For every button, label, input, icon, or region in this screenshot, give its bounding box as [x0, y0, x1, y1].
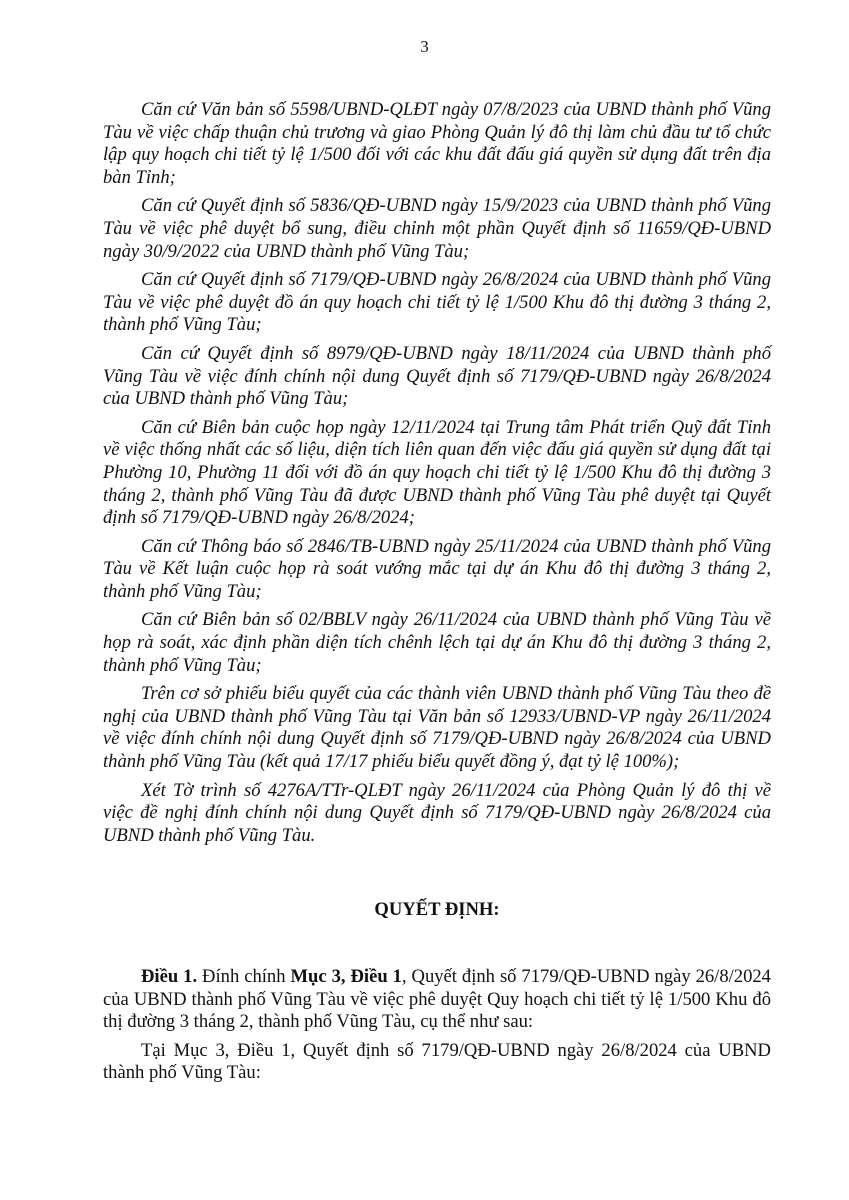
preamble-paragraph: Căn cứ Biên bản cuộc họp ngày 12/11/2024 tại Trung tâm Phát triển Quỹ đất Tỉnh về việc thống nhất các số liệu, diện tích liên quan đến việc đấu giá quyền sử dụng đất tại Phường 10, Phường 11 đối với đồ án quy hoạch chi tiết tỷ lệ 1/500 Khu đô thị đường 3 tháng 2, thành phố Vũng Tàu đã được UBND thành phố Vũng Tàu phê duyệt tại Quyết định số 7179/QĐ-UBND ngày 26/8/2024;	[103, 416, 771, 529]
page-number: 3	[420, 37, 429, 56]
decision-heading: QUYẾT ĐỊNH:	[374, 899, 500, 921]
preamble-paragraph: Căn cứ Biên bản số 02/BBLV ngày 26/11/2024 của UBND thành phố Vũng Tàu về họp rà soát, xác định phần diện tích chênh lệch tại dự án Khu đô thị đường 3 tháng 2, thành phố Vũng Tàu;	[103, 609, 771, 676]
preamble-paragraph: Căn cứ Quyết định số 8979/QĐ-UBND ngày 18/11/2024 của UBND thành phố Vũng Tàu về việc đính chính nội dung Quyết định số 7179/QĐ-UBND ngày 26/8/2024 của UBND thành phố Vũng Tàu;	[103, 342, 771, 410]
preamble-paragraph: Căn cứ Thông báo số 2846/TB-UBND ngày 25/11/2024 của UBND thành phố Vũng Tàu về Kết luận cuộc họp rà soát vướng mắc tại dự án Khu đô thị đường 3 tháng 2, thành phố Vũng Tàu;	[103, 535, 771, 602]
document-body	[103, 99, 771, 1091]
article-1-paragraph	[103, 966, 771, 1034]
preamble-paragraph: Căn cứ Quyết định số 7179/QĐ-UBND ngày 26/8/2024 của UBND thành phố Vũng Tàu về việc phê duyệt đồ án quy hoạch chi tiết tỷ lệ 1/500 Khu đô thị đường 3 tháng 2, thành phố Vũng Tàu;	[103, 269, 771, 336]
preamble-paragraph: Căn cứ Văn bản số 5598/UBND-QLĐT ngày 07/8/2023 của UBND thành phố Vũng Tàu về việc chấp thuận chủ trương và giao Phòng Quản lý đô thị làm chủ đầu tư tổ chức lập quy hoạch chi tiết tỷ lệ 1/500 đối với các khu đất đấu giá quyền sử dụng đất trên địa bàn Tỉnh;	[103, 99, 771, 188]
article-1-label: Điều 1.	[141, 966, 198, 987]
article-1-reference: Mục 3, Điều 1	[290, 966, 402, 987]
preamble-paragraph: Căn cứ Quyết định số 5836/QĐ-UBND ngày 15/9/2023 của UBND thành phố Vũng Tàu về việc phê duyệt bổ sung, điều chỉnh một phần Quyết định số 11659/QĐ-UBND ngày 30/9/2022 của UBND thành phố Vũng Tàu;	[103, 195, 771, 262]
preamble-paragraph: Xét Tờ trình số 4276A/TTr-QLĐT ngày 26/11/2024 của Phòng Quản lý đô thị về việc đề nghị đính chính nội dung Quyết định số 7179/QĐ-UBND ngày 26/8/2024 của UBND thành phố Vũng Tàu.	[103, 779, 771, 846]
preamble-paragraph: Trên cơ sở phiếu biểu quyết của các thành viên UBND thành phố Vũng Tàu theo đề nghị của UBND thành phố Vũng Tàu tại Văn bản số 12933/UBND-VP ngày 26/11/2024 về việc đính chính nội dung Quyết định số 7179/QĐ-UBND ngày 26/8/2024 của UBND thành phố Vũng Tàu (kết quả 17/17 phiếu biểu quyết đồng ý, đạt tỷ lệ 100%);	[103, 683, 771, 773]
article-1-text-2: , Quyết định số 7179/QĐ-UBND ngày 26/8/2024 của UBND thành phố Vũng Tàu về việc phê duyệt Quy hoạch chi tiết tỷ lệ 1/500 Khu đô thị đường 3 tháng 2, thành phố Vũng Tàu, cụ thể như sau:	[103, 966, 771, 1033]
article-1-text-1: Đính chính	[197, 966, 291, 987]
article-1-subparagraph: Tại Mục 3, Điều 1, Quyết định số 7179/QĐ-UBND ngày 26/8/2024 của UBND thành phố Vũng Tàu:	[103, 1039, 771, 1084]
